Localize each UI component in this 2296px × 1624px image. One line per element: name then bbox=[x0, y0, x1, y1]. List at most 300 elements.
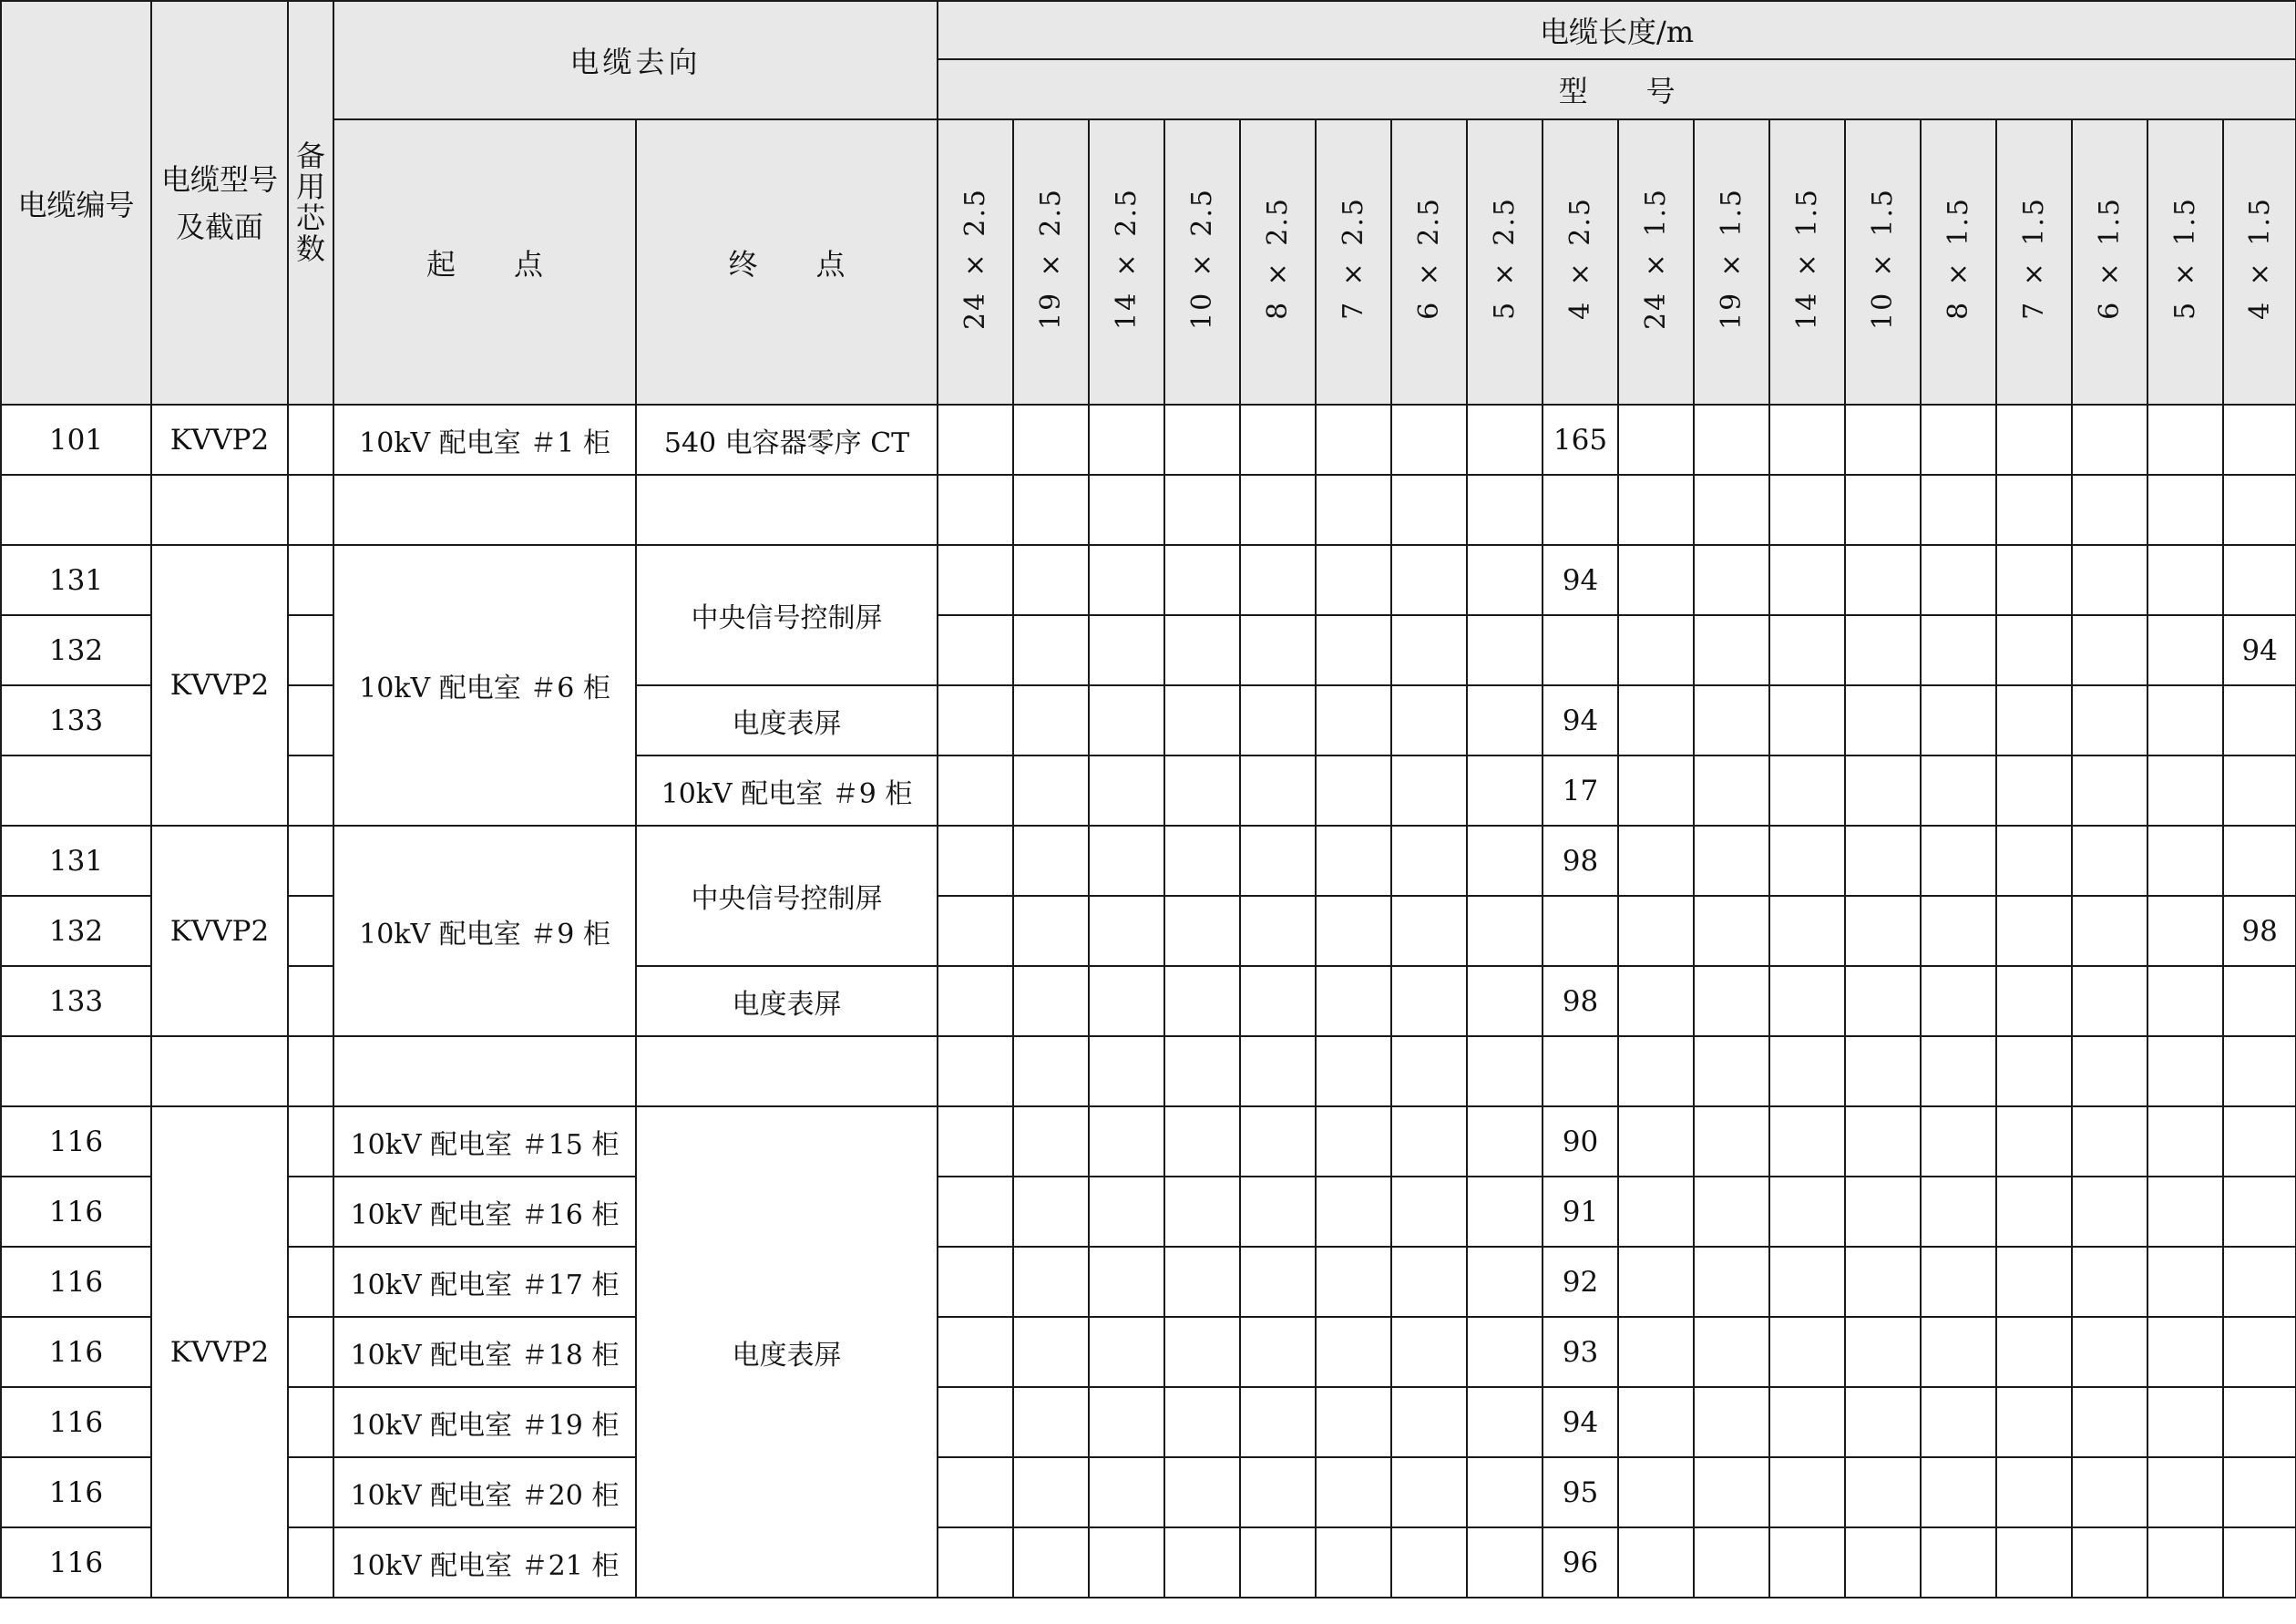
length-cell bbox=[1164, 545, 1240, 615]
length-cell bbox=[1845, 1247, 1921, 1317]
start-point: 10kV 配电室 ＃19 柜 bbox=[333, 1387, 636, 1457]
empty-cell bbox=[1618, 475, 1694, 545]
length-cell bbox=[1467, 1457, 1543, 1527]
length-cell bbox=[1996, 615, 2072, 685]
cable-no: 133 bbox=[1, 685, 151, 755]
header-spare-cores-text: 备用芯数 bbox=[295, 138, 325, 266]
header-type-label: 4 × 1.5 bbox=[2243, 197, 2276, 320]
length-cell bbox=[1845, 1527, 1921, 1598]
empty-cell bbox=[2223, 1036, 2296, 1106]
cable-no: 101 bbox=[1, 405, 151, 475]
length-cell bbox=[1316, 1106, 1391, 1177]
length-cell bbox=[1618, 755, 1694, 826]
length-cell bbox=[1089, 1527, 1164, 1598]
length-cell bbox=[2072, 896, 2147, 966]
table-row bbox=[1, 545, 2296, 615]
length-cell bbox=[1618, 1527, 1694, 1598]
length-cell: 94 bbox=[1543, 685, 1618, 755]
header-length: 电缆长度/m bbox=[938, 1, 2296, 59]
length-cell bbox=[938, 545, 1013, 615]
header-type-11 bbox=[1769, 119, 1845, 405]
length-cell bbox=[2072, 755, 2147, 826]
length-cell bbox=[1618, 966, 1694, 1036]
header-type-10 bbox=[1694, 119, 1769, 405]
length-cell bbox=[2223, 405, 2296, 475]
length-cell bbox=[1467, 685, 1543, 755]
table-row bbox=[1, 1247, 2296, 1317]
length-cell: 92 bbox=[1543, 1247, 1618, 1317]
cable-no: 116 bbox=[1, 1317, 151, 1387]
length-cell bbox=[1240, 1527, 1316, 1598]
header-start: 起 点 bbox=[333, 119, 636, 405]
header-end: 终 点 bbox=[636, 119, 938, 405]
length-cell bbox=[938, 1387, 1013, 1457]
length-cell bbox=[1391, 1106, 1467, 1177]
header-type-0 bbox=[938, 119, 1013, 405]
header-type-9 bbox=[1618, 119, 1694, 405]
spare-cores bbox=[288, 1106, 333, 1177]
length-cell bbox=[2147, 896, 2223, 966]
length-cell bbox=[1391, 826, 1467, 896]
length-cell bbox=[1391, 1247, 1467, 1317]
length-cell bbox=[1845, 615, 1921, 685]
length-cell bbox=[1467, 545, 1543, 615]
empty-cell bbox=[2147, 475, 2223, 545]
length-cell bbox=[2072, 1527, 2147, 1598]
header-type-label: 24 × 2.5 bbox=[959, 187, 992, 330]
empty-cell bbox=[1240, 1036, 1316, 1106]
empty-cell bbox=[1996, 1036, 2072, 1106]
length-cell bbox=[1089, 755, 1164, 826]
cable-no: 116 bbox=[1, 1106, 151, 1177]
empty-cell bbox=[1316, 475, 1391, 545]
length-cell bbox=[1618, 826, 1694, 896]
length-cell bbox=[2072, 405, 2147, 475]
length-cell bbox=[1316, 685, 1391, 755]
length-cell: 93 bbox=[1543, 1317, 1618, 1387]
spare-cores bbox=[288, 966, 333, 1036]
length-cell bbox=[1921, 405, 1996, 475]
length-cell bbox=[1316, 826, 1391, 896]
length-cell bbox=[2223, 1457, 2296, 1527]
length-cell bbox=[1467, 1177, 1543, 1247]
start-point: 10kV 配电室 ＃1 柜 bbox=[333, 405, 636, 475]
length-cell bbox=[2223, 545, 2296, 615]
length-cell bbox=[1694, 685, 1769, 755]
length-cell bbox=[1921, 1527, 1996, 1598]
length-cell bbox=[1921, 1387, 1996, 1457]
length-cell bbox=[1013, 1317, 1089, 1387]
spare-cores bbox=[288, 1457, 333, 1527]
empty-cell bbox=[2147, 1036, 2223, 1106]
length-cell bbox=[1240, 615, 1316, 685]
length-cell bbox=[1694, 1387, 1769, 1457]
length-cell bbox=[1921, 1317, 1996, 1387]
length-cell bbox=[1467, 1317, 1543, 1387]
length-cell bbox=[1769, 1106, 1845, 1177]
header-type-5 bbox=[1316, 119, 1391, 405]
length-cell bbox=[938, 826, 1013, 896]
length-cell bbox=[1089, 1317, 1164, 1387]
length-cell bbox=[1013, 896, 1089, 966]
length-cell bbox=[2072, 1317, 2147, 1387]
length-cell bbox=[1013, 1106, 1089, 1177]
header-type-label: 10 × 1.5 bbox=[1867, 187, 1900, 330]
length-cell bbox=[1996, 896, 2072, 966]
empty-cell bbox=[938, 475, 1013, 545]
length-cell bbox=[2147, 1457, 2223, 1527]
length-cell bbox=[1316, 615, 1391, 685]
cable-no: 116 bbox=[1, 1457, 151, 1527]
length-cell bbox=[2072, 615, 2147, 685]
length-cell bbox=[2147, 966, 2223, 1036]
length-cell bbox=[1921, 1177, 1996, 1247]
empty-cell bbox=[938, 1036, 1013, 1106]
length-cell bbox=[1467, 1247, 1543, 1317]
header-type-17 bbox=[2223, 119, 2296, 405]
empty-cell bbox=[1467, 475, 1543, 545]
length-cell: 94 bbox=[2223, 615, 2296, 685]
length-cell bbox=[2147, 545, 2223, 615]
length-cell bbox=[1164, 1527, 1240, 1598]
length-cell bbox=[938, 405, 1013, 475]
length-cell bbox=[2072, 966, 2147, 1036]
empty-cell bbox=[1694, 1036, 1769, 1106]
length-cell bbox=[2147, 1527, 2223, 1598]
empty-cell bbox=[1240, 475, 1316, 545]
length-cell bbox=[2072, 1457, 2147, 1527]
length-cell bbox=[1845, 405, 1921, 475]
length-cell bbox=[1089, 545, 1164, 615]
length-cell bbox=[1013, 755, 1089, 826]
header-type-label: 19 × 1.5 bbox=[1716, 187, 1748, 330]
length-cell bbox=[1694, 755, 1769, 826]
length-cell bbox=[1013, 545, 1089, 615]
header-type-2 bbox=[1089, 119, 1164, 405]
length-cell bbox=[1316, 1457, 1391, 1527]
end-point: 540 电容器零序 CT bbox=[636, 405, 938, 475]
end-point: 电度表屏 bbox=[636, 966, 938, 1036]
empty-cell bbox=[1316, 1036, 1391, 1106]
length-cell bbox=[1391, 1387, 1467, 1457]
length-cell bbox=[1769, 685, 1845, 755]
header-cable-no: 电缆编号 bbox=[1, 1, 151, 405]
length-cell bbox=[2147, 1106, 2223, 1177]
length-cell bbox=[1013, 405, 1089, 475]
header-type-15 bbox=[2072, 119, 2147, 405]
length-cell bbox=[2147, 685, 2223, 755]
empty-cell bbox=[1, 1036, 151, 1106]
length-cell: 98 bbox=[2223, 896, 2296, 966]
header-type-3 bbox=[1164, 119, 1240, 405]
table-row bbox=[1, 1387, 2296, 1457]
spare-cores bbox=[288, 755, 333, 826]
length-cell bbox=[1391, 1527, 1467, 1598]
length-cell bbox=[1316, 1527, 1391, 1598]
empty-cell bbox=[1164, 475, 1240, 545]
length-cell bbox=[1013, 685, 1089, 755]
empty-cell bbox=[1391, 475, 1467, 545]
table-row bbox=[1, 1106, 2296, 1177]
table-row bbox=[1, 826, 2296, 896]
empty-cell bbox=[1089, 475, 1164, 545]
length-cell bbox=[1240, 755, 1316, 826]
length-cell: 90 bbox=[1543, 1106, 1618, 1177]
empty-cell bbox=[1, 475, 151, 545]
spare-cores bbox=[288, 545, 333, 615]
length-cell bbox=[1694, 1527, 1769, 1598]
length-cell bbox=[1845, 1177, 1921, 1247]
length-cell bbox=[1996, 1247, 2072, 1317]
length-cell bbox=[2223, 826, 2296, 896]
length-cell bbox=[1391, 896, 1467, 966]
length-cell bbox=[1467, 966, 1543, 1036]
length-cell bbox=[1089, 1387, 1164, 1457]
length-cell bbox=[1694, 896, 1769, 966]
header-cable-model-line2: 及截面 bbox=[175, 209, 263, 244]
cable-no: 131 bbox=[1, 545, 151, 615]
cable-no: 116 bbox=[1, 1527, 151, 1598]
length-cell bbox=[1769, 826, 1845, 896]
length-cell bbox=[1316, 545, 1391, 615]
length-cell bbox=[1845, 1317, 1921, 1387]
header-type-label: 19 × 2.5 bbox=[1035, 187, 1068, 330]
length-cell bbox=[1618, 1387, 1694, 1457]
table-row bbox=[1, 1036, 2296, 1106]
length-cell bbox=[2147, 405, 2223, 475]
header-type-8 bbox=[1543, 119, 1618, 405]
start-point: 10kV 配电室 ＃20 柜 bbox=[333, 1457, 636, 1527]
cable-model: KVVP2 bbox=[151, 826, 288, 1036]
length-cell bbox=[1694, 1106, 1769, 1177]
length-cell bbox=[1164, 405, 1240, 475]
length-cell bbox=[1845, 896, 1921, 966]
length-cell bbox=[1089, 966, 1164, 1036]
spare-cores bbox=[288, 896, 333, 966]
empty-cell bbox=[1467, 1036, 1543, 1106]
header-direction: 电缆去向 bbox=[333, 1, 938, 119]
empty-cell bbox=[1845, 475, 1921, 545]
header-type-label: 24 × 1.5 bbox=[1640, 187, 1673, 330]
length-cell bbox=[1391, 685, 1467, 755]
spare-cores bbox=[288, 1387, 333, 1457]
length-cell bbox=[1240, 1457, 1316, 1527]
length-cell bbox=[2072, 1177, 2147, 1247]
length-cell bbox=[1694, 405, 1769, 475]
length-cell bbox=[1089, 1457, 1164, 1527]
empty-cell bbox=[288, 1036, 333, 1106]
empty-cell bbox=[1694, 475, 1769, 545]
length-cell bbox=[1921, 1106, 1996, 1177]
length-cell bbox=[1769, 1527, 1845, 1598]
length-cell bbox=[938, 1177, 1013, 1247]
spare-cores bbox=[288, 826, 333, 896]
length-cell bbox=[1316, 1247, 1391, 1317]
length-cell bbox=[1164, 685, 1240, 755]
length-cell bbox=[1921, 755, 1996, 826]
length-cell bbox=[1618, 1317, 1694, 1387]
length-cell bbox=[938, 966, 1013, 1036]
length-cell bbox=[1391, 1317, 1467, 1387]
length-cell bbox=[1164, 826, 1240, 896]
length-cell bbox=[1089, 1247, 1164, 1317]
header-type-label: 6 × 2.5 bbox=[1413, 197, 1446, 320]
length-cell bbox=[1543, 896, 1618, 966]
length-cell bbox=[1996, 1106, 2072, 1177]
length-cell bbox=[1769, 966, 1845, 1036]
empty-cell bbox=[151, 475, 288, 545]
length-cell bbox=[2147, 1317, 2223, 1387]
length-cell bbox=[1921, 615, 1996, 685]
end-point: 10kV 配电室 ＃9 柜 bbox=[636, 755, 938, 826]
length-cell bbox=[1618, 1457, 1694, 1527]
header-type-label: 8 × 1.5 bbox=[1942, 197, 1975, 320]
empty-cell bbox=[1845, 1036, 1921, 1106]
length-cell bbox=[1845, 1457, 1921, 1527]
length-cell: 96 bbox=[1543, 1527, 1618, 1598]
length-cell bbox=[2147, 826, 2223, 896]
length-cell bbox=[1996, 405, 2072, 475]
length-cell bbox=[1845, 685, 1921, 755]
spare-cores bbox=[288, 685, 333, 755]
length-cell bbox=[1467, 826, 1543, 896]
length-cell bbox=[2147, 1247, 2223, 1317]
length-cell bbox=[1089, 1177, 1164, 1247]
length-cell bbox=[1694, 966, 1769, 1036]
length-cell bbox=[2223, 755, 2296, 826]
length-cell bbox=[938, 1457, 1013, 1527]
spare-cores bbox=[288, 1317, 333, 1387]
length-cell bbox=[2147, 1387, 2223, 1457]
length-cell bbox=[2147, 755, 2223, 826]
table-row bbox=[1, 475, 2296, 545]
length-cell bbox=[1089, 615, 1164, 685]
length-cell bbox=[1316, 755, 1391, 826]
table-header bbox=[1, 1, 2296, 405]
end-point: 中央信号控制屏 bbox=[636, 545, 938, 685]
empty-cell bbox=[1921, 475, 1996, 545]
empty-cell bbox=[1013, 1036, 1089, 1106]
length-cell bbox=[1316, 966, 1391, 1036]
spare-cores bbox=[288, 1247, 333, 1317]
length-cell bbox=[938, 755, 1013, 826]
length-cell bbox=[1618, 685, 1694, 755]
length-cell: 95 bbox=[1543, 1457, 1618, 1527]
length-cell bbox=[2072, 1247, 2147, 1317]
empty-cell bbox=[2072, 475, 2147, 545]
header-type-14 bbox=[1996, 119, 2072, 405]
empty-cell bbox=[1769, 1036, 1845, 1106]
empty-cell bbox=[1769, 475, 1845, 545]
length-cell bbox=[1996, 1387, 2072, 1457]
length-cell bbox=[1618, 1177, 1694, 1247]
length-cell bbox=[1543, 615, 1618, 685]
length-cell bbox=[1316, 1317, 1391, 1387]
cable-no: 116 bbox=[1, 1247, 151, 1317]
header-type-16 bbox=[2147, 119, 2223, 405]
header-type-4 bbox=[1240, 119, 1316, 405]
length-cell bbox=[1164, 896, 1240, 966]
header-type-label: 5 × 2.5 bbox=[1489, 197, 1522, 320]
length-cell bbox=[1164, 1457, 1240, 1527]
length-cell bbox=[1694, 1317, 1769, 1387]
length-cell bbox=[1694, 615, 1769, 685]
length-cell bbox=[938, 896, 1013, 966]
start-point: 10kV 配电室 ＃18 柜 bbox=[333, 1317, 636, 1387]
header-type-7 bbox=[1467, 119, 1543, 405]
length-cell bbox=[1240, 545, 1316, 615]
length-cell bbox=[1240, 685, 1316, 755]
length-cell bbox=[1921, 1457, 1996, 1527]
header-type-6 bbox=[1391, 119, 1467, 405]
empty-cell bbox=[2072, 1036, 2147, 1106]
empty-cell bbox=[1543, 1036, 1618, 1106]
empty-cell bbox=[636, 475, 938, 545]
length-cell bbox=[1164, 1387, 1240, 1457]
cable-no bbox=[1, 755, 151, 826]
length-cell bbox=[1164, 966, 1240, 1036]
empty-cell bbox=[1164, 1036, 1240, 1106]
length-cell bbox=[1467, 405, 1543, 475]
length-cell bbox=[1996, 685, 2072, 755]
length-cell bbox=[1921, 685, 1996, 755]
length-cell bbox=[1391, 755, 1467, 826]
length-cell bbox=[1769, 1387, 1845, 1457]
length-cell bbox=[1240, 1317, 1316, 1387]
length-cell bbox=[2223, 1317, 2296, 1387]
empty-cell bbox=[1013, 475, 1089, 545]
length-cell bbox=[1845, 826, 1921, 896]
length-cell bbox=[1996, 755, 2072, 826]
length-cell bbox=[1013, 1247, 1089, 1317]
length-cell bbox=[2223, 1247, 2296, 1317]
length-cell: 94 bbox=[1543, 1387, 1618, 1457]
length-cell bbox=[1769, 755, 1845, 826]
length-cell bbox=[1467, 755, 1543, 826]
length-cell bbox=[1921, 966, 1996, 1036]
length-cell bbox=[1845, 1387, 1921, 1457]
length-cell bbox=[2072, 1387, 2147, 1457]
empty-cell bbox=[1089, 1036, 1164, 1106]
length-cell bbox=[1467, 1527, 1543, 1598]
length-cell bbox=[938, 1527, 1013, 1598]
length-cell bbox=[1618, 1247, 1694, 1317]
length-cell bbox=[1996, 966, 2072, 1036]
length-cell bbox=[1164, 615, 1240, 685]
length-cell bbox=[1391, 1177, 1467, 1247]
length-cell bbox=[1845, 966, 1921, 1036]
length-cell bbox=[1240, 1177, 1316, 1247]
header-type-13 bbox=[1921, 119, 1996, 405]
length-cell bbox=[1391, 966, 1467, 1036]
end-point: 电度表屏 bbox=[636, 685, 938, 755]
length-cell bbox=[1013, 826, 1089, 896]
length-cell bbox=[1921, 545, 1996, 615]
table-row bbox=[1, 1317, 2296, 1387]
length-cell bbox=[1845, 545, 1921, 615]
spare-cores bbox=[288, 1177, 333, 1247]
length-cell bbox=[1618, 405, 1694, 475]
length-cell bbox=[1013, 615, 1089, 685]
length-cell bbox=[1164, 1106, 1240, 1177]
header-type-label: 14 × 2.5 bbox=[1111, 187, 1143, 330]
length-cell bbox=[1694, 1247, 1769, 1317]
cable-model: KVVP2 bbox=[151, 545, 288, 826]
header-type-label: 5 × 1.5 bbox=[2169, 197, 2202, 320]
length-cell bbox=[1467, 896, 1543, 966]
length-cell bbox=[1921, 826, 1996, 896]
length-cell bbox=[1316, 405, 1391, 475]
